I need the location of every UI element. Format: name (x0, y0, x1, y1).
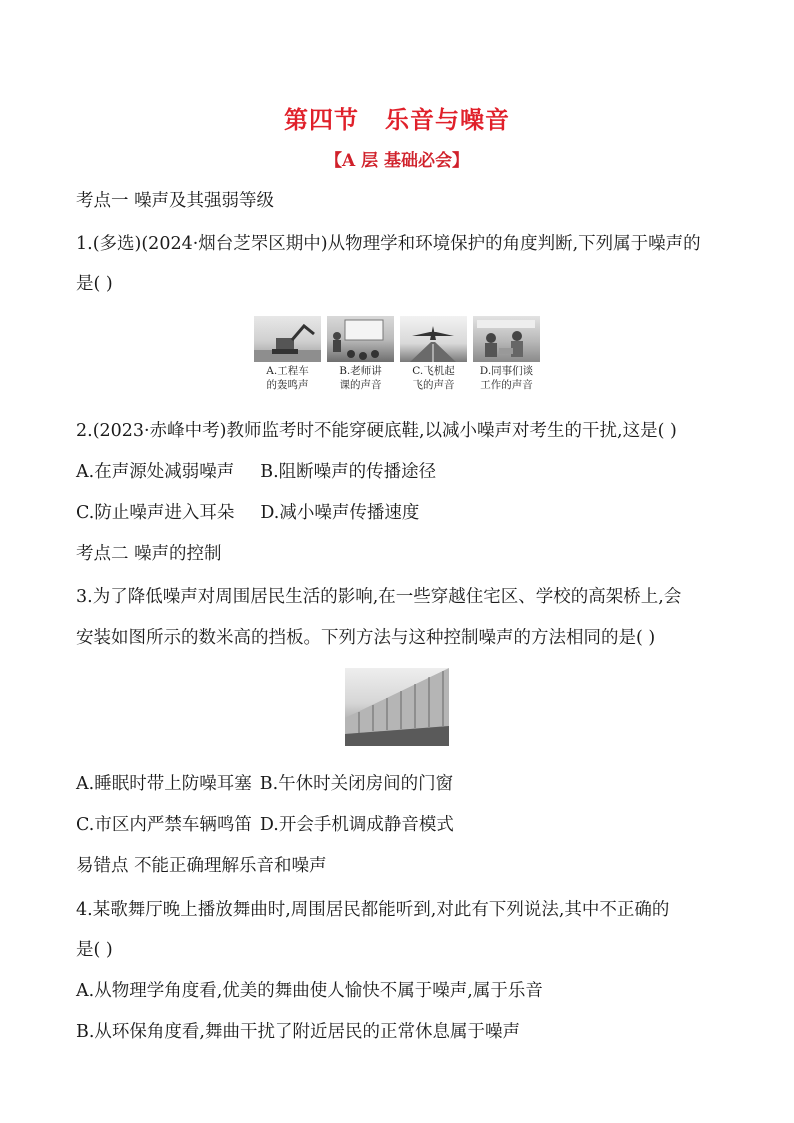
office-photo (473, 316, 540, 362)
q3-option-c: C.市区内严禁车辆鸣笛 (76, 815, 252, 835)
section-title: 乐音与噪音 (385, 106, 510, 134)
q4-option-b: B.从环保角度看,舞曲干扰了附近居民的正常休息属于噪声 (76, 1022, 520, 1042)
q2-option-d: D.减小噪声传播速度 (260, 503, 420, 523)
q2-stem: 2.(2023·赤峰中考)教师监考时不能穿硬底鞋,以减小噪声对考生的干扰,这是( ) (76, 421, 677, 441)
figure-d-caption-line2: 工作的声音 (480, 379, 533, 391)
figure-a-caption-line1: A.工程车 (266, 365, 309, 377)
figure-c (400, 316, 467, 392)
page-title (0, 100, 794, 135)
q2-option-b: B.阻断噪声的传播途径 (260, 462, 437, 482)
q2-option-a: A.在声源处减弱噪声 (76, 462, 235, 482)
q2-options-row1 (76, 460, 436, 484)
q3-option-a: A.睡眠时带上防噪耳塞 (76, 774, 252, 794)
figure-c-caption-line1: C.飞机起 (412, 365, 455, 377)
figure-b-caption-line2: 课的声音 (339, 379, 382, 391)
q3-option-d: D.开会手机调成静音模式 (259, 815, 454, 835)
q4-option-a: A.从物理学角度看,优美的舞曲使人愉快不属于噪声,属于乐音 (76, 981, 543, 1001)
q2-options-row2 (76, 501, 419, 525)
q3-options-row1 (76, 772, 453, 796)
section-heading-3: 易错点 不能正确理解乐音和噪声 (76, 856, 327, 876)
figure-d (473, 316, 540, 392)
figure-d-caption-line1: D.同事们谈 (479, 365, 534, 377)
section-heading-1: 考点一 噪声及其强弱等级 (76, 191, 275, 211)
figure-a-caption-line2: 的轰鸣声 (266, 379, 309, 391)
q1-figures (254, 316, 540, 392)
level-heading: 【A 层 基础必会】 (324, 151, 470, 171)
figure-a (254, 316, 321, 392)
q1-stem-line1: 1.(多选)(2024·烟台芝罘区期中)从物理学和环境保护的角度判断,下列属于噪声的 (76, 234, 701, 254)
figure-b (327, 316, 394, 392)
q3-options-row2 (76, 813, 454, 837)
excavator-photo (254, 316, 321, 362)
q3-stem-line2: 安装如图所示的数米高的挡板。下列方法与这种控制噪声的方法相同的是( ) (76, 628, 656, 648)
airplane-photo (400, 316, 467, 362)
section-number: 第四节 (284, 106, 359, 134)
q1-stem-line2: 是( ) (76, 274, 113, 294)
q2-option-c: C.防止噪声进入耳朵 (76, 503, 235, 523)
q4-stem-line2: 是( ) (76, 940, 113, 960)
classroom-photo (327, 316, 394, 362)
q3-option-b: B.午休时关闭房间的门窗 (259, 774, 454, 794)
q4-stem-line1: 4.某歌舞厅晚上播放舞曲时,周围居民都能听到,对此有下列说法,其中不正确的 (76, 900, 670, 920)
sound-barrier-photo (345, 668, 449, 746)
figure-c-caption-line2: 飞的声音 (412, 379, 455, 391)
figure-b-caption-line1: B.老师讲 (339, 365, 382, 377)
q3-stem-line1: 3.为了降低噪声对周围居民生活的影响,在一些穿越住宅区、学校的高架桥上,会 (76, 587, 682, 607)
section-heading-2: 考点二 噪声的控制 (76, 544, 222, 564)
